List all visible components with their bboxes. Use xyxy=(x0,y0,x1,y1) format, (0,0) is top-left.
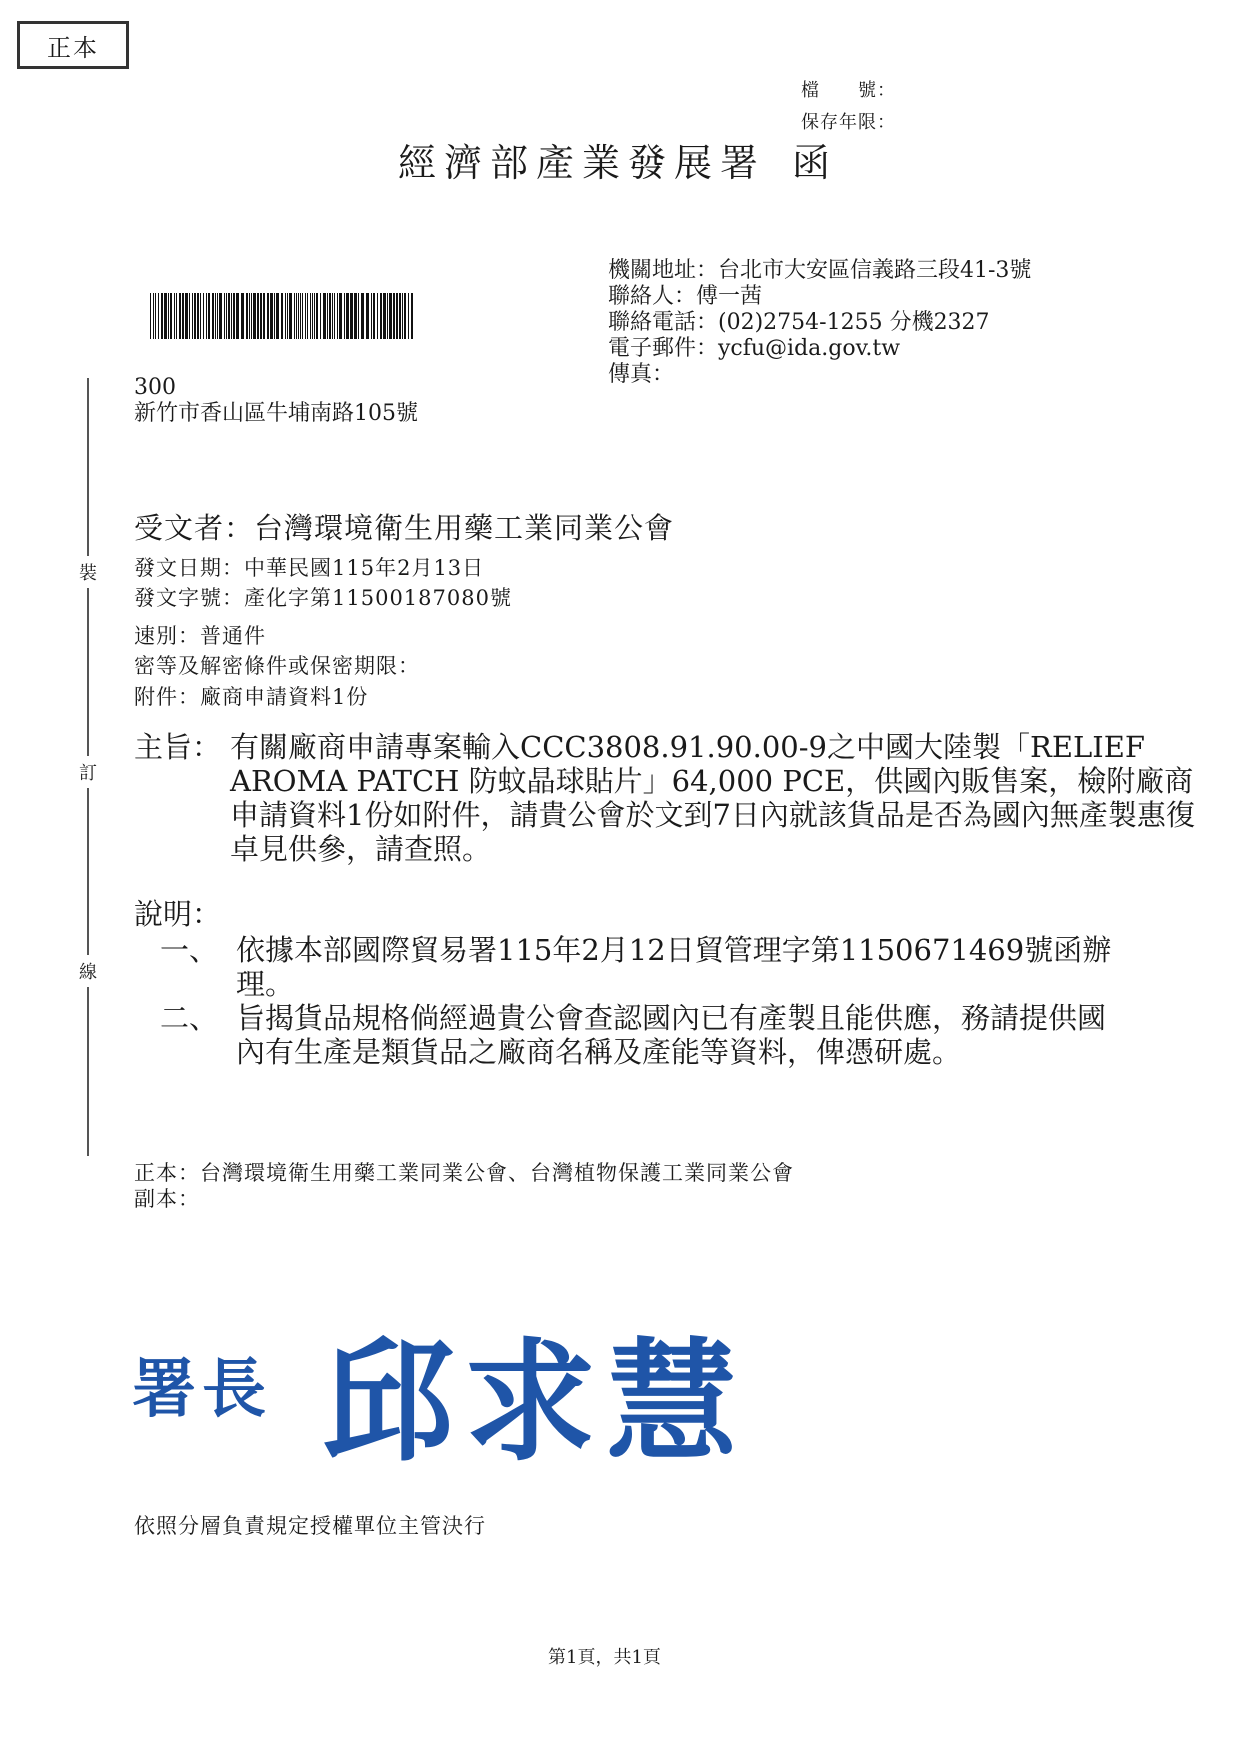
subject-section xyxy=(134,730,1215,866)
signature-title: 署長 xyxy=(132,1352,272,1427)
document-number: 發文字號：產化字第11500187080號 xyxy=(134,586,512,610)
issue-date: 發文日期：中華民國115年2月13日 xyxy=(134,556,485,580)
recipient-mailing-address xyxy=(134,375,418,427)
page-number: 第1頁，共1頁 xyxy=(548,1647,661,1668)
issuing-organization: 經濟部產業發展署 xyxy=(398,141,767,185)
postal-code: 300 xyxy=(134,375,176,400)
document-title xyxy=(398,132,838,187)
subject-text: 有關廠商申請專案輸入CCC3808.91.90.00-9之中國大陸製「RELIEF AROMA PATCH 防蚊晶球貼片」64,000 PCE，供國內販售案，檢附廠商申請資料1份如附件，請貴公會於文到7日內就該貨品是否為國內無產製惠復卓見供參，請查照。 xyxy=(230,730,1195,866)
security-level: 密等及解密條件或保密期限： xyxy=(134,654,420,678)
delivery-speed: 速別：普通件 xyxy=(134,624,266,648)
contact-phone: 聯絡電話：(02)2754-1255 分機2327 xyxy=(608,310,990,335)
subject-label: 主旨： xyxy=(134,730,222,764)
signature-name: 邱求慧 xyxy=(322,1325,748,1480)
barcode xyxy=(150,293,414,339)
contact-person: 聯絡人：傅一茜 xyxy=(608,284,763,309)
agency-address: 機關地址：台北市大安區信義路三段41-3號 xyxy=(608,258,1032,283)
document-type: 函 xyxy=(792,141,839,185)
binding-char-xian: 線 xyxy=(76,955,100,987)
contact-block xyxy=(608,258,1031,388)
explanation-item-text: 旨揭貨品規格倘經過貴公會查認國內已有產製且能供應，務請提供國內有生產是類貨品之廠商名稱及產能等資料，俾憑研處。 xyxy=(236,1001,1107,1069)
explanation-item-number: 二、 xyxy=(160,1001,219,1035)
distribution-block xyxy=(134,1160,794,1212)
explanation-item xyxy=(134,1001,1118,1069)
original-recipients: 正本：台灣環境衛生用藥工業同業公會、台灣植物保護工業同業公會 xyxy=(134,1161,794,1185)
street-address: 新竹市香山區牛埔南路105號 xyxy=(134,401,418,426)
explanation-label: 說明： xyxy=(134,897,222,931)
recipient: 受文者：台灣環境衛生用藥工業同業公會 xyxy=(134,511,675,545)
explanation-item xyxy=(134,933,1118,1001)
file-number-label: 檔 號： xyxy=(801,80,896,101)
binding-char-ding: 訂 xyxy=(76,756,100,788)
attachment: 附件：廠商申請資料1份 xyxy=(134,685,369,709)
stamp-label: 正本 xyxy=(47,33,99,62)
explanation-item-text: 依據本部國際貿易署115年2月12日貿管理字第1150671469號函辦理。 xyxy=(236,933,1112,1001)
binding-char-zhuang: 裝 xyxy=(76,556,100,588)
contact-fax: 傳真： xyxy=(608,362,675,387)
copy-recipients: 副本： xyxy=(134,1187,200,1211)
explanation-item-number: 一、 xyxy=(160,933,219,967)
contact-email: 電子郵件：ycfu@ida.gov.tw xyxy=(608,336,901,361)
explanation-section xyxy=(134,897,1118,1069)
authorization-note: 依照分層負責規定授權單位主管決行 xyxy=(134,1514,486,1538)
original-copy-stamp xyxy=(17,21,129,69)
retention-period-label: 保存年限： xyxy=(801,112,896,133)
